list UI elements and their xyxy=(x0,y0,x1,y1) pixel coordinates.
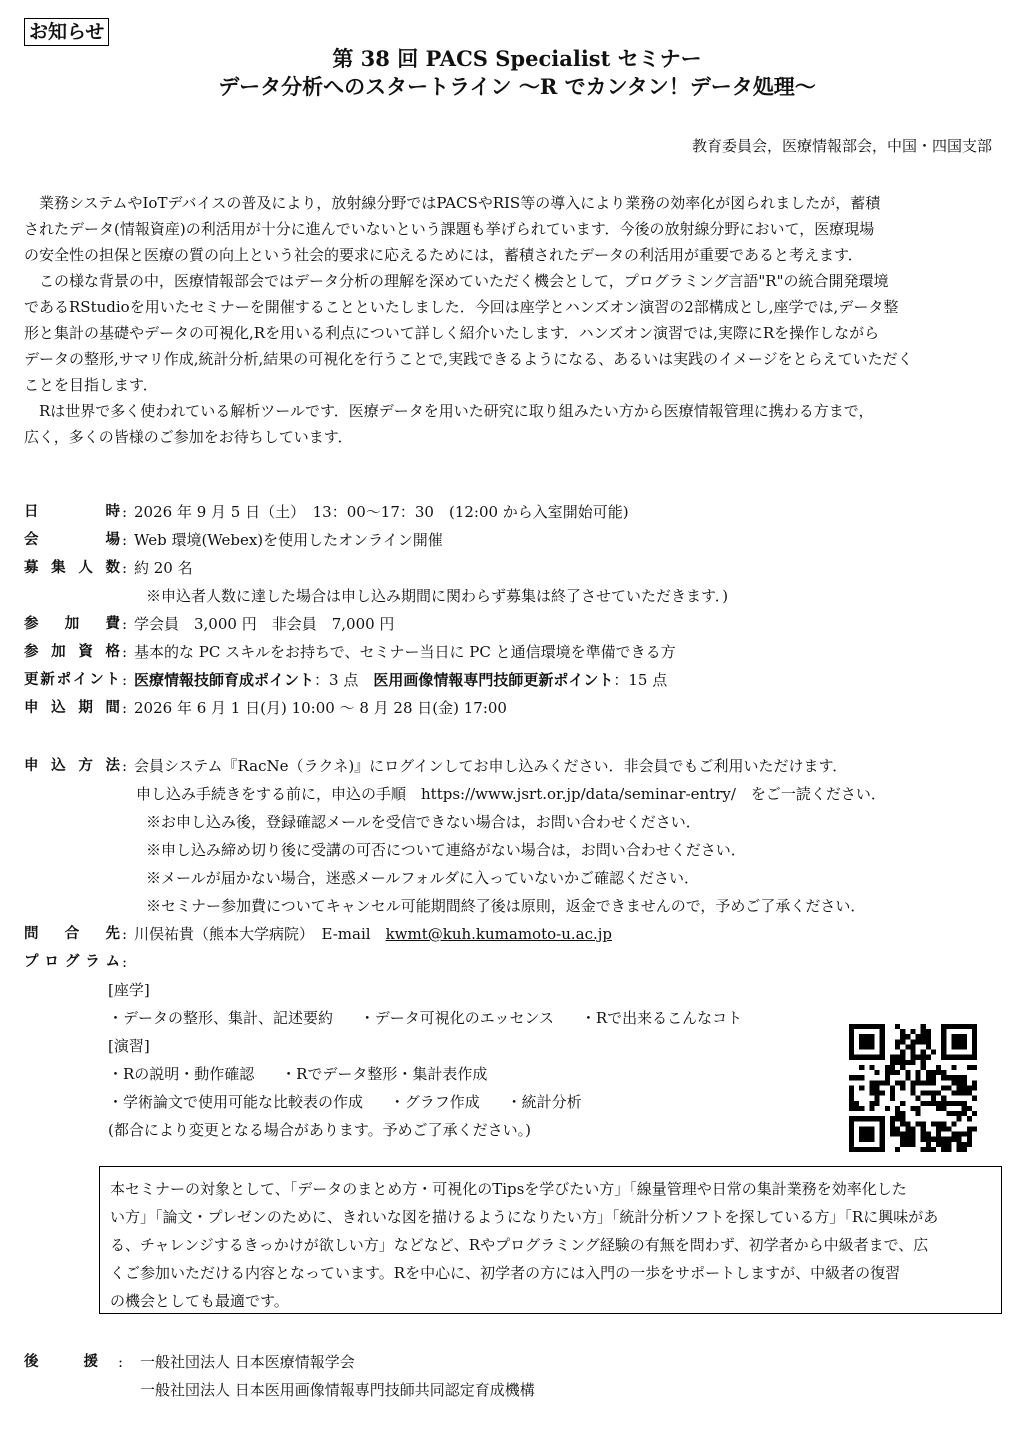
practice-items xyxy=(108,1060,742,1088)
intro-line: の安全性の担保と医療の質の向上という社会的要求に応えるためには，蓄積されたデータの利活用が重要であると考えます． xyxy=(24,246,863,264)
practice-item: ・Rでデータ整形・集計表作成 xyxy=(281,1065,488,1083)
contact-row: 問合先 : 川俣祐貴（熊本大学病院） E-mail kwmt@kuh.kumamoto-u.ac.jp xyxy=(24,920,1014,948)
program-note: (都合により変更となる場合があります。予めご了承ください。) xyxy=(108,1121,532,1139)
intro-line: Rは世界で多く使われている解析ツールです．医療データを用いた研究に取り組みたい方から医療情報管理に携わる方まで， xyxy=(24,402,874,420)
venue-row: 会場 : Web 環境(Webex)を使用したオンライン開催 xyxy=(24,526,1014,554)
points-name-2: 医用画像情報専門技師更新ポイント xyxy=(373,671,614,689)
points-value-2: ：15 点 xyxy=(613,671,668,689)
qualification-row: 参加資格 : 基本的な PC スキルをお持ちで、セミナー当日に PC と通信環境を準備できる方 xyxy=(24,638,1014,666)
apply-label: 申込方法 xyxy=(24,758,120,774)
support-label: 後援 xyxy=(24,1354,98,1370)
apply-line2-row xyxy=(24,780,1014,808)
apply-note: ※申し込み締め切り後に受講の可否について連絡がない場合は，お問い合わせください． xyxy=(146,841,746,859)
capacity-note: ※申込者人数に達した場合は申し込み期間に関わらず募集は終了させていただきます．) xyxy=(146,587,729,605)
apply-note-row xyxy=(24,836,1014,864)
fee-row: 参加費 : 学会員 3,000 円 非会員 7,000 円 xyxy=(24,610,1014,638)
support-org-1: 一般社団法人 日本医療情報学会 xyxy=(140,1353,355,1371)
box-line: い方」「論文・プレゼンのために、きれいな図を描けるようになりたい方」「統計分析ソフトを探している方」「Rに興味があ xyxy=(110,1208,939,1226)
support-row-2 xyxy=(24,1376,1014,1404)
date-label: 日時 xyxy=(24,504,120,520)
apply-note: ※お申し込み後，登録確認メールを受信できない場合は，お問い合わせください． xyxy=(146,813,701,831)
intro-paragraph xyxy=(24,190,994,450)
lecture-heading: [座学] xyxy=(108,981,150,999)
application-info xyxy=(24,752,1014,976)
apply-note-row xyxy=(24,808,1014,836)
organizers: 教育委員会，医療情報部会，中国・四国支部 xyxy=(691,137,992,155)
contact-label: 問合先 xyxy=(24,926,120,942)
points-name-1: 医療情報技師育成ポイント xyxy=(134,671,315,689)
apply-note: ※セミナー参加費についてキャンセル可能期間終了後は原則，返金できませんので，予めご了承ください． xyxy=(146,897,866,915)
contact-email-link[interactable]: kwmt@kuh.kumamoto-u.ac.jp xyxy=(385,925,613,943)
date-row: 日時 : 2026 年 9 月 5 日（土） 13：00～17：30 (12:00 から入室開始可能) xyxy=(24,498,1014,526)
points-value xyxy=(134,666,667,694)
points-row: 更新ポイント : 医療情報技師育成ポイント：3 点 医用画像情報専門技師更新ポイント：15 点 xyxy=(24,666,1014,694)
apply-note-row xyxy=(24,892,1014,920)
intro-line: 業務システムやIoTデバイスの普及により，放射線分野ではPACSやRIS等の導入により業務の効率化が図られましたが，蓄積 xyxy=(24,194,881,212)
period-value: 2026 年 6 月 1 日(月) 10:00 ～ 8 月 28 日(金) 17:00 xyxy=(134,699,507,717)
intro-line: この様な背景の中，医療情報部会ではデータ分析の理解を深めていただく機会として，プログラミング言語"R"の統合開発環境 xyxy=(24,272,889,290)
apply-value: 会員システム『RacNe（ラクネ)』にログインしてお申し込みください．非会員でもご利用いただけます． xyxy=(134,757,848,775)
capacity-note-row xyxy=(24,582,1014,610)
practice-heading: [演習] xyxy=(108,1037,150,1055)
program-label: プログラム xyxy=(24,954,120,970)
lecture-item: ・Rで出来るこんなコト xyxy=(580,1009,743,1027)
date-value: 2026 年 9 月 5 日（土） 13：00～17：30 (12:00 から入室開始可能) xyxy=(134,503,629,521)
points-value-1: ：3 点 xyxy=(314,671,374,689)
contact-value xyxy=(134,920,612,948)
target-audience-box xyxy=(99,1166,1002,1314)
support-row: 後援 : 一般社団法人 日本医療情報学会 xyxy=(24,1348,1014,1376)
intro-line: 広く，多くの皆様のご参加をお待ちしています． xyxy=(24,428,353,446)
box-line: の機会としても最適です。 xyxy=(110,1292,289,1310)
lecture-item: ・データ可視化のエッセンス xyxy=(359,1009,555,1027)
apply-row: 申込方法 : 会員システム『RacNe（ラクネ)』にログインしてお申し込みください．非会員でもご利用いただけます． xyxy=(24,752,1014,780)
program-row: プログラム : xyxy=(24,948,1014,976)
practice-item: ・統計分析 xyxy=(506,1093,582,1111)
practice-item: ・学術論文で使用可能な比較表の作成 xyxy=(108,1093,364,1111)
practice-item: ・Rの説明・動作確認 xyxy=(108,1065,255,1083)
box-line: くご参加いただける内容となっています。Rを中心に、初学者の方には入門の一歩をサポートしますが、中級者の復習 xyxy=(110,1264,901,1282)
box-line: る、チャレンジするきっかけが欲しい方」などなど、Rやプログラミング経験の有無を問わず、初学者から中級者まで、広 xyxy=(110,1236,929,1254)
intro-line: 形と集計の基礎やデータの可視化,Rを用いる利点について詳しく紹介いたします．ハンズオン演習では,実際にRを操作しながら xyxy=(24,324,880,342)
period-row: 申込期間 : 2026 年 6 月 1 日(月) 10:00 ～ 8 月 28 日(金) 17:00 xyxy=(24,694,1014,722)
qualification-value: 基本的な PC スキルをお持ちで、セミナー当日に PC と通信環境を準備できる方 xyxy=(134,643,676,661)
support-info xyxy=(24,1348,1014,1404)
qr-code-icon[interactable] xyxy=(849,1024,977,1152)
lecture-item: ・データの整形、集計、記述要約 xyxy=(108,1009,334,1027)
intro-line: ことを目指します． xyxy=(24,376,158,394)
period-label: 申込期間 xyxy=(24,700,120,716)
capacity-row: 募集人数 : 約 20 名 xyxy=(24,554,1014,582)
capacity-label: 募集人数 xyxy=(24,560,120,576)
page-title: 第 38 回 PACS Specialist セミナー xyxy=(332,46,702,71)
fee-label: 参加費 xyxy=(24,616,120,632)
capacity-value: 約 20 名 xyxy=(134,559,193,577)
practice-items xyxy=(108,1088,742,1116)
box-line: 本セミナーの対象として、「データのまとめ方・可視化のTipsを学びたい方」「線量管理や日常の集計業務を効率化した xyxy=(110,1180,907,1198)
apply-note: ※メールが届かない場合，迷惑メールフォルダに入っていないかご確認ください． xyxy=(146,869,700,887)
fee-value: 学会員 3,000 円 非会員 7,000 円 xyxy=(134,615,395,633)
contact-name: 川俣祐貴（熊本大学病院） E-mail xyxy=(134,925,386,943)
intro-line: されたデータ(情報資産)の利活用が十分に進んでいないという課題も挙げられています．今後の放射線分野において，医療現場 xyxy=(24,220,875,238)
apply-note-row xyxy=(24,864,1014,892)
event-info xyxy=(24,498,1014,722)
intro-line: であるRStudioを用いたセミナーを開催することといたしました．今回は座学とハンズオン演習の2部構成とし,座学では,データ整 xyxy=(24,298,899,316)
apply-procedure-link[interactable]: 申し込み手続きをする前に，申込の手順 https://www.jsrt.or.jp/data/seminar-entry/ をご一読ください． xyxy=(136,785,886,803)
qualification-label: 参加資格 xyxy=(24,644,120,660)
venue-value: Web 環境(Webex)を使用したオンライン開催 xyxy=(134,531,443,549)
page-subtitle: データ分析へのスタートライン ～R でカンタン！データ処理～ xyxy=(218,74,816,99)
notice-label: お知らせ xyxy=(24,18,109,46)
support-org-2: 一般社団法人 日本医用画像情報専門技師共同認定育成機構 xyxy=(140,1381,535,1399)
lecture-items xyxy=(108,1004,742,1032)
intro-line: データの整形,サマリ作成,統計分析,結果の可視化を行うことで,実践できるようになる、あるいは実践のイメージをとらえていただく xyxy=(24,350,913,368)
venue-label: 会場 xyxy=(24,532,120,548)
points-label: 更新ポイント xyxy=(24,672,120,688)
program-list xyxy=(108,976,742,1144)
practice-item: ・グラフ作成 xyxy=(389,1093,480,1111)
